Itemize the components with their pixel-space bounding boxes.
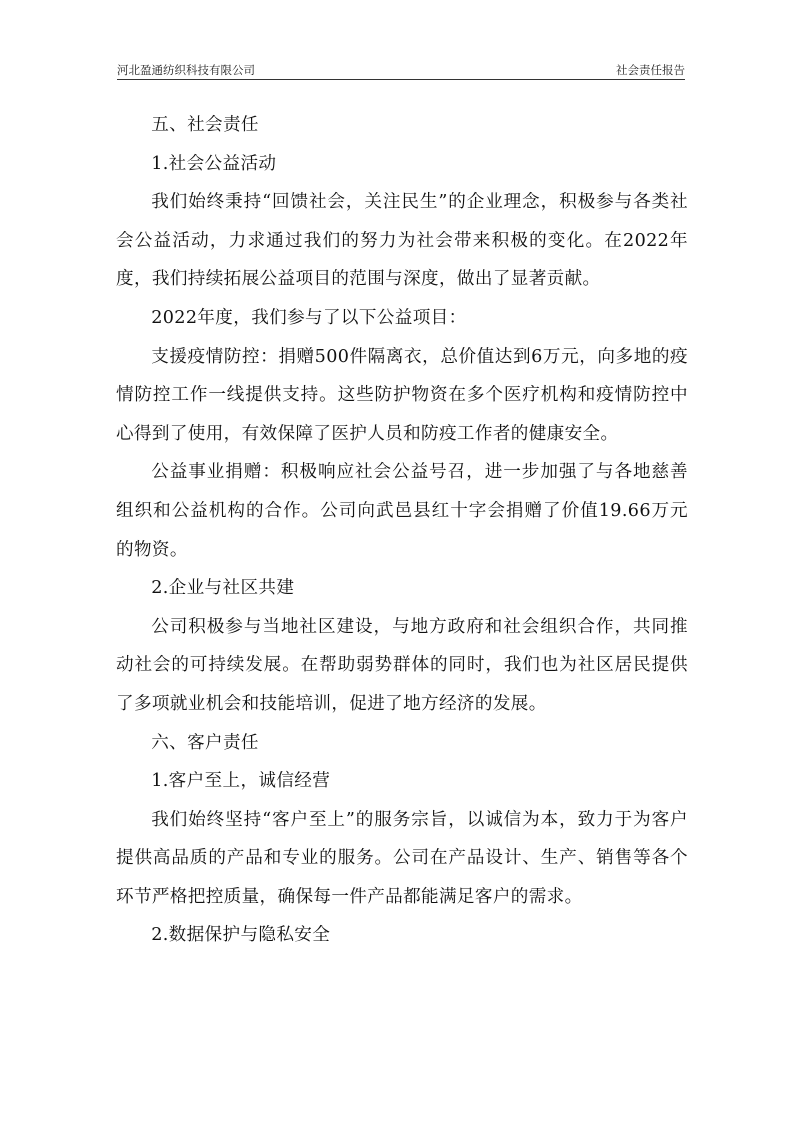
subheading-community: 2.企业与社区共建 [151, 578, 295, 599]
subheading-public-welfare: 1.社会公益活动 [151, 153, 277, 174]
paragraph-epidemic-support: 支援疫情防控：捐赠500件隔离衣，总价值达到6万元，向多地的疫情防控工作一线提供支持。这些防护物资在多个医疗机构和疫情防控中心得到了使用，有效保障了医护人员和防疫工作者的健康安全。 [116, 346, 688, 444]
document-body [116, 106, 688, 955]
header-divider [117, 79, 685, 80]
header-company-name: 河北盈通纺织科技有限公司 [117, 63, 255, 77]
subheading-data-protection: 2.数据保护与隐私安全 [151, 925, 331, 946]
page-header [117, 62, 685, 78]
section-heading-social-responsibility: 五、社会责任 [151, 115, 259, 135]
paragraph-community: 公司积极参与当地社区建设，与地方政府和社会组织合作，共同推动社会的可持续发展。在帮助弱势群体的同时，我们也为社区居民提供了多项就业机会和技能培训，促进了地方经济的发展。 [116, 616, 688, 714]
header-report-title: 社会责任报告 [616, 63, 685, 77]
subheading-customer-first: 1.客户至上，诚信经营 [151, 771, 331, 792]
paragraph-welfare-projects-lead: 2022年度，我们参与了以下公益项目： [151, 307, 467, 328]
paragraph-charity-donation: 公益事业捐赠：积极响应社会公益号召，进一步加强了与各地慈善组织和公益机构的合作。公司向武邑县红十字会捐赠了价值19.66万元的物资。 [116, 462, 688, 560]
paragraph-customer-first: 我们始终坚持“客户至上”的服务宗旨，以诚信为本，致力于为客户提供高品质的产品和专业的服务。公司在产品设计、生产、销售等各个环节严格把控质量，确保每一件产品都能满足客户的需求。 [116, 809, 688, 907]
section-heading-customer-responsibility: 六、客户责任 [151, 732, 259, 753]
paragraph-welfare-intro: 我们始终秉持“回馈社会，关注民生”的企业理念，积极参与各类社会公益活动，力求通过我们的努力为社会带来积极的变化。在2022年度，我们持续拓展公益项目的范围与深度，做出了显著贡献。 [116, 192, 688, 290]
